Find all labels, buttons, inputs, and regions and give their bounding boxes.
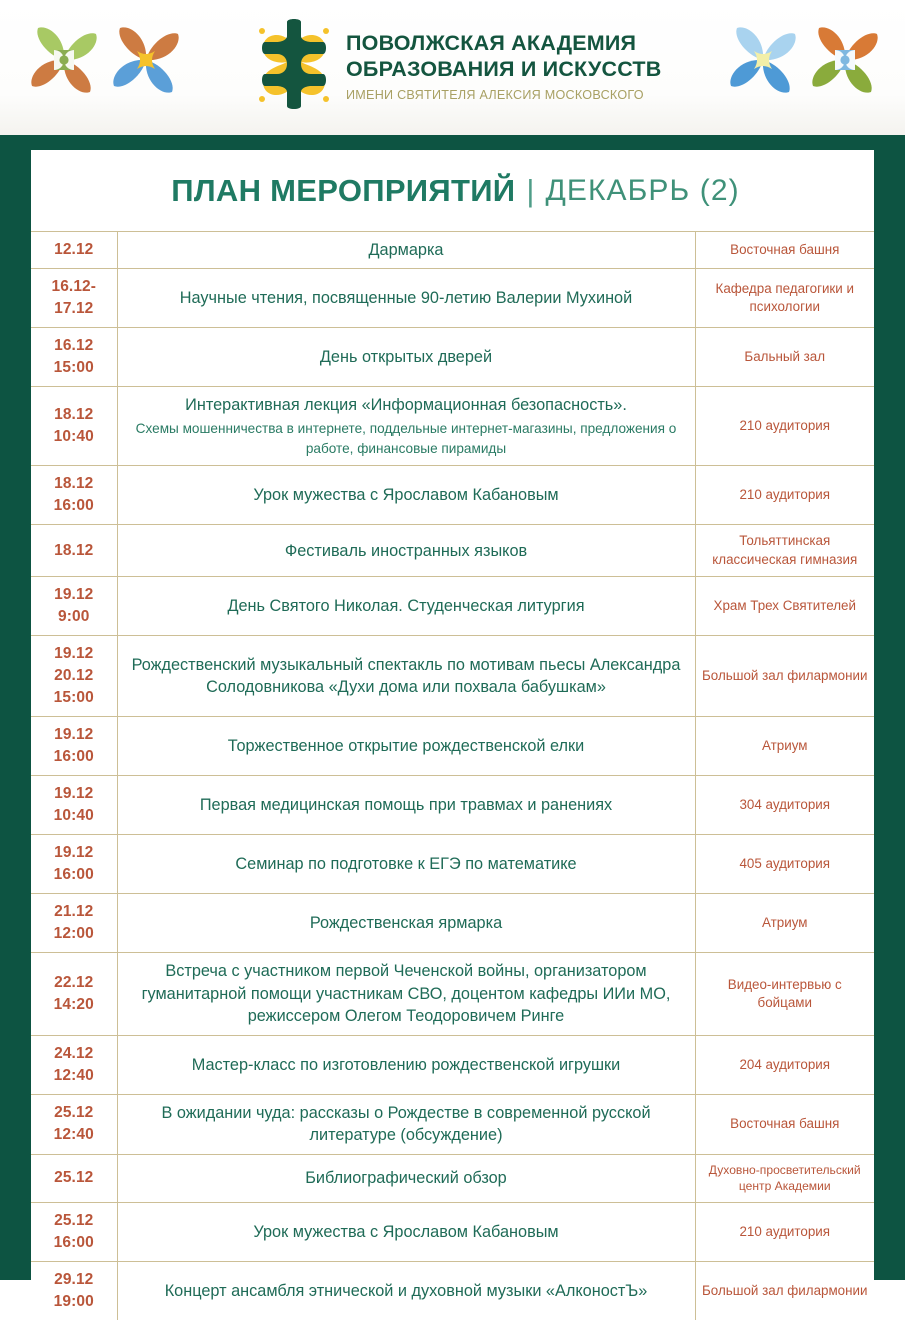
cell-place: Храм Трех Святителей [695,577,874,636]
event-title: Мастер-класс по изготовлению рождественской игрушки [192,1056,621,1074]
cell-event [117,776,695,835]
cell-event [117,525,695,577]
date-line: 16:00 [35,864,113,886]
ornament-orange-blue-icon [108,22,184,98]
date-line: 16.12- [35,276,113,298]
date-line: 16:00 [35,495,113,517]
cell-event [117,835,695,894]
table-row [31,328,874,387]
date-line: 16:00 [35,1232,113,1254]
cell-place: Видео-интервью с бойцами [695,953,874,1035]
cell-date [31,1035,117,1094]
cell-date [31,1203,117,1262]
cell-place: 304 аудитория [695,776,874,835]
cell-place: Восточная башня [695,232,874,269]
table-row [31,387,874,466]
page-header [0,0,905,135]
cell-place: 210 аудитория [695,1203,874,1262]
date-line: 19.12 [35,584,113,606]
cell-place: Атриум [695,894,874,953]
event-title: В ожидании чуда: рассказы о Рождестве в современной русской литературе (обсуждение) [161,1104,650,1144]
cell-event [117,1094,695,1154]
ornament-orange-green-icon [807,22,883,98]
cell-place: 210 аудитория [695,466,874,525]
date-line: 12:40 [35,1065,113,1087]
cell-date [31,1094,117,1154]
schedule-table [31,231,874,1320]
event-title: Библиографический обзор [305,1169,507,1187]
cell-date [31,776,117,835]
date-line: 25.12 [35,1210,113,1232]
table-row [31,835,874,894]
date-line: 12.12 [35,239,113,261]
date-line: 22.12 [35,972,113,994]
schedule-panel [31,150,874,1280]
cell-date [31,894,117,953]
table-row [31,1154,874,1202]
date-line: 20.12 [35,665,113,687]
date-line: 18.12 [35,540,113,562]
cell-date [31,953,117,1035]
table-row [31,466,874,525]
cell-date [31,636,117,717]
title-strong: ПЛАН МЕРОПРИЯТИЙ [171,173,515,209]
table-row [31,577,874,636]
ornament-group-right [725,22,883,98]
event-title: Рождественский музыкальный спектакль по мотивам пьесы Александра Солодовникова «Духи дома или похвала бабушкам» [132,656,681,696]
date-line: 10:40 [35,426,113,448]
date-line: 25.12 [35,1167,113,1189]
cell-event [117,466,695,525]
cell-event [117,232,695,269]
cell-place: Бальный зал [695,328,874,387]
date-line: 24.12 [35,1043,113,1065]
event-title: Семинар по подготовке к ЕГЭ по математике [235,855,576,873]
brand-line-2: ОБРАЗОВАНИЯ И ИСКУССТВ [346,56,661,82]
event-title: Торжественное открытие рождественской елки [228,737,584,755]
table-row [31,1035,874,1094]
event-title: Урок мужества с Ярославом Кабановым [253,486,558,504]
schedule-table-body [31,232,874,1320]
cell-event [117,717,695,776]
date-line: 17.12 [35,298,113,320]
table-row [31,269,874,328]
table-row [31,717,874,776]
table-row [31,953,874,1035]
cell-event [117,953,695,1035]
date-line: 10:40 [35,805,113,827]
cell-date [31,1154,117,1202]
cell-place: Тольяттинская классическая гимназия [695,525,874,577]
event-title: Рождественская ярмарка [310,914,502,932]
table-row [31,525,874,577]
date-line: 16:00 [35,746,113,768]
event-title: Встреча с участником первой Чеченской войны, организатором гуманитарной помощи участникам СВО, доцентом кафедры ИИи МО, режиссером Олегом Теодоровичем Ринге [142,962,671,1025]
table-row [31,232,874,269]
cell-place: Атриум [695,717,874,776]
cell-event [117,269,695,328]
date-line: 12:00 [35,923,113,945]
academy-cross-logo [255,16,333,112]
title-month: ДЕКАБРЬ (2) [545,174,739,208]
brand-subtitle: ИМЕНИ СВЯТИТЕЛЯ АЛЕКСИЯ МОСКОВСКОГО [346,88,661,102]
date-line: 18.12 [35,404,113,426]
event-title: День Святого Николая. Студенческая литургия [227,597,584,615]
ornament-lightblue-blue-icon [725,22,801,98]
cell-place: 204 аудитория [695,1035,874,1094]
cell-place: 210 аудитория [695,387,874,466]
date-line: 29.12 [35,1269,113,1291]
event-title: Концерт ансамбля этнической и духовной музыки «АлконостЪ» [165,1282,648,1300]
date-line: 19.12 [35,724,113,746]
academy-brand [255,16,661,112]
date-line: 14:20 [35,994,113,1016]
event-title: Интерактивная лекция «Информационная безопасность». [185,396,627,414]
cell-place: Восточная башня [695,1094,874,1154]
date-line: 12:40 [35,1124,113,1146]
date-line: 15:00 [35,687,113,709]
cell-event [117,328,695,387]
cell-date [31,835,117,894]
green-frame [0,135,905,1280]
page-title [31,150,874,231]
cell-date [31,269,117,328]
cell-date [31,577,117,636]
cell-event [117,1035,695,1094]
date-line: 19.12 [35,643,113,665]
date-line: 19.12 [35,842,113,864]
cell-place: Кафедра педагогики и психологии [695,269,874,328]
cell-event [117,894,695,953]
ornament-group-left [26,22,184,98]
cell-event [117,387,695,466]
cell-event [117,1203,695,1262]
table-row [31,894,874,953]
title-separator: | [526,173,534,209]
event-title: Фестиваль иностранных языков [285,542,527,560]
event-title: Урок мужества с Ярославом Кабановым [253,1223,558,1241]
table-row [31,776,874,835]
table-row [31,1262,874,1320]
date-line: 19.12 [35,783,113,805]
cell-date [31,717,117,776]
cell-date [31,232,117,269]
cell-date [31,525,117,577]
event-title: Первая медицинская помощь при травмах и ранениях [200,796,612,814]
cell-date [31,466,117,525]
cell-place: Духовно-просветительский центр Академии [695,1154,874,1202]
brand-line-1: ПОВОЛЖСКАЯ АКАДЕМИЯ [346,30,661,56]
date-line: 15:00 [35,357,113,379]
date-line: 21.12 [35,901,113,923]
event-title: День открытых дверей [320,348,492,366]
cell-event [117,1154,695,1202]
cell-place: Большой зал филармонии [695,1262,874,1320]
date-line: 25.12 [35,1102,113,1124]
cell-date [31,1262,117,1320]
date-line: 9:00 [35,606,113,628]
brand-text-block [346,26,661,102]
event-title: Научные чтения, посвященные 90-летию Валерии Мухиной [180,289,632,307]
event-subtitle: Схемы мошенничества в интернете, поддельные интернет-магазины, предложения о работе, финансовые пирамиды [122,419,691,458]
event-title: Дармарка [369,241,444,259]
date-line: 19:00 [35,1291,113,1313]
ornament-green-orange-icon [26,22,102,98]
cell-event [117,577,695,636]
cell-place: Большой зал филармонии [695,636,874,717]
cell-event [117,636,695,717]
cell-place: 405 аудитория [695,835,874,894]
table-row [31,1094,874,1154]
table-row [31,636,874,717]
cell-date [31,387,117,466]
date-line: 18.12 [35,473,113,495]
table-row [31,1203,874,1262]
date-line: 16.12 [35,335,113,357]
cell-event [117,1262,695,1320]
cell-date [31,328,117,387]
